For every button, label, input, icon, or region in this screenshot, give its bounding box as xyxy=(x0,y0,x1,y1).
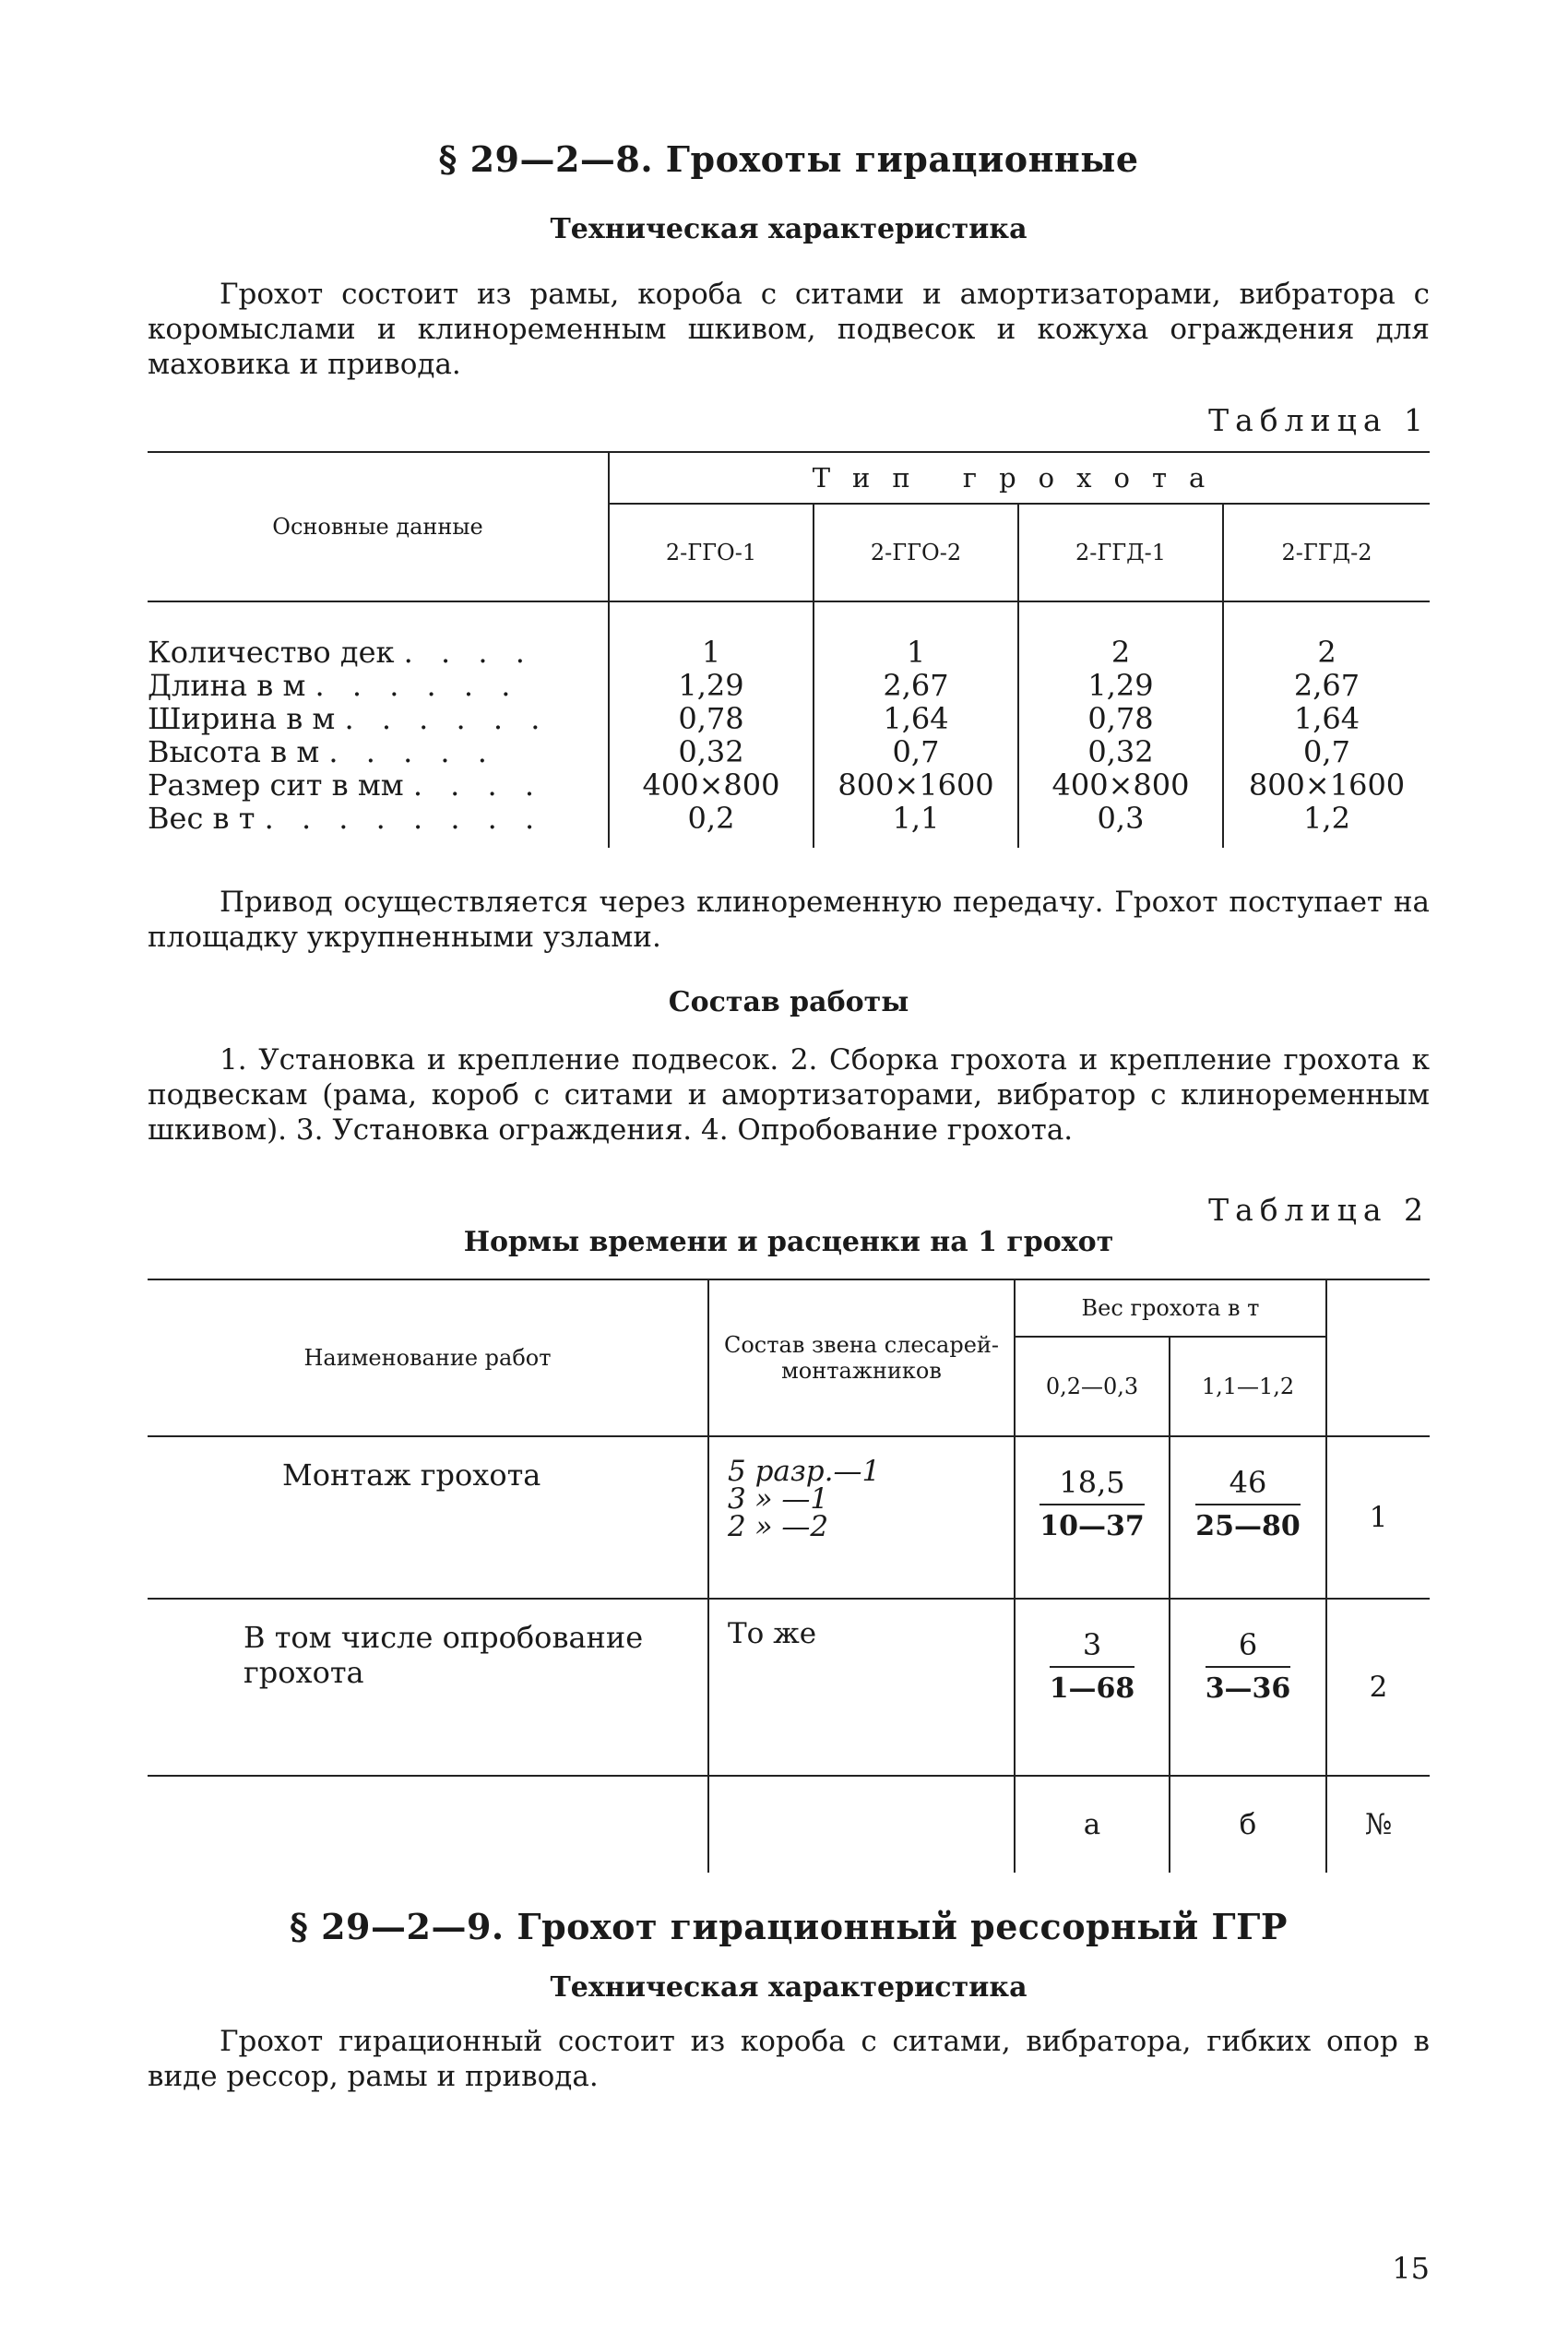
table-cell: 2 xyxy=(1018,636,1223,669)
table-cell: 0,7 xyxy=(1223,735,1430,768)
table-cell: 1,64 xyxy=(814,702,1018,735)
table2 xyxy=(148,1279,1430,1873)
table-cell: 1,2 xyxy=(1223,802,1430,835)
norm-rate: 1—68 xyxy=(1049,1672,1135,1705)
table-cell: 2 xyxy=(1223,636,1430,669)
table-row xyxy=(148,1436,1430,1599)
table2-title: Нормы времени и расценки на 1 грохот xyxy=(463,1226,1114,1258)
row-number: 2 xyxy=(1326,1599,1430,1776)
row-label: Количество дек xyxy=(148,635,395,670)
table-cell: 0,32 xyxy=(609,735,814,768)
norm-cell xyxy=(1015,1436,1170,1599)
row-label: Ширина в м xyxy=(148,701,336,736)
row-leader: . . . . . xyxy=(328,734,496,769)
table1-type-header: Тип грохота xyxy=(609,452,1430,504)
crew-cell xyxy=(708,1436,1015,1599)
table1-caption: Таблица 1 xyxy=(1208,402,1430,438)
norm-cell xyxy=(1015,1599,1170,1776)
table-row xyxy=(148,802,1430,835)
section2-title: § 29—2—9. Грохот гирационный рессорный ГГР xyxy=(290,1906,1288,1947)
table-cell: 0,2 xyxy=(609,802,814,835)
norm-cell xyxy=(1170,1436,1326,1599)
work-paragraph: 1. Установка и крепление подвесок. 2. Сборка грохота и крепление грохота к подвескам (рама, короб с ситами и амортизаторами, вибратор с клиноременным шкивом). 3. Установка ограждения. 4. Опробование грохота. xyxy=(148,1043,1430,1147)
table-row xyxy=(148,702,1430,735)
intro-paragraph: Грохот состоит из рамы, короба с ситами и амортизаторами, вибратора с коромыслами и клиноременным шкивом, подвесок и кожуха ограждения для маховика и привода. xyxy=(148,278,1430,381)
table1 xyxy=(148,451,1430,848)
table1-col-header: 2-ГГД-1 xyxy=(1018,504,1223,601)
table-row xyxy=(148,636,1430,669)
table-cell: 0,3 xyxy=(1018,802,1223,835)
row-number: 1 xyxy=(1326,1436,1430,1599)
table-cell: 2,67 xyxy=(1223,669,1430,702)
table-cell: 400×800 xyxy=(1018,768,1223,802)
table-cell: 800×1600 xyxy=(1223,768,1430,802)
table-cell: 1,29 xyxy=(1018,669,1223,702)
table-cell: 1,29 xyxy=(609,669,814,702)
table-row xyxy=(148,768,1430,802)
norm-time: 18,5 xyxy=(1039,1465,1145,1505)
footer-label: № xyxy=(1326,1776,1430,1873)
table-row xyxy=(148,669,1430,702)
page-number: 15 xyxy=(1392,2251,1430,2286)
row-leader: . . . . xyxy=(412,767,544,803)
table-cell: 800×1600 xyxy=(814,768,1018,802)
table-cell: 2,67 xyxy=(814,669,1018,702)
row-label: Вес в т xyxy=(148,801,255,836)
work-name: Монтаж грохота xyxy=(148,1436,708,1599)
footer-label: б xyxy=(1170,1776,1326,1873)
norm-rate: 10—37 xyxy=(1039,1510,1145,1542)
table-cell: 0,78 xyxy=(609,702,814,735)
table1-col-header: 2-ГГО-1 xyxy=(609,504,814,601)
table1-col-header: 2-ГГО-2 xyxy=(814,504,1018,601)
crew-line: 2 » —2 xyxy=(728,1510,829,1543)
norm-cell xyxy=(1170,1599,1326,1776)
norm-rate: 25—80 xyxy=(1195,1510,1301,1542)
table-cell: 1 xyxy=(609,636,814,669)
table-cell: 0,32 xyxy=(1018,735,1223,768)
table-row xyxy=(148,1599,1430,1776)
crew-line: То же xyxy=(728,1617,817,1650)
table-cell: 1,64 xyxy=(1223,702,1430,735)
row-label: Размер сит в мм xyxy=(148,767,404,803)
table2-weight-col: 1,1—1,2 xyxy=(1170,1337,1326,1436)
section-subtitle: Техническая характеристика xyxy=(550,213,1028,245)
table2-weight-header: Вес грохота в т xyxy=(1015,1279,1326,1337)
row-leader: . . . . . . xyxy=(344,701,550,736)
page xyxy=(148,138,1430,2094)
table2-work-header: Наименование работ xyxy=(148,1279,708,1436)
crew-line: 5 разр.—1 xyxy=(728,1455,881,1488)
row-leader: . . . . . . . . xyxy=(264,801,544,836)
crew-cell xyxy=(708,1599,1015,1776)
table-cell: 1 xyxy=(814,636,1018,669)
work-name: В том числе опробование грохота xyxy=(148,1599,708,1776)
table-cell: 400×800 xyxy=(609,768,814,802)
norm-time: 46 xyxy=(1195,1465,1301,1505)
section2-paragraph: Грохот гирационный состоит из короба с ситами, вибратора, гибких опор в виде рессор, рамы и привода. xyxy=(148,2025,1430,2093)
table-footer-row xyxy=(148,1776,1430,1873)
table-cell: 0,78 xyxy=(1018,702,1223,735)
table2-crew-header: Состав звена слесарей-монтажников xyxy=(708,1279,1015,1436)
section-title: § 29—2—8. Грохоты гирационные xyxy=(438,138,1139,180)
norm-time: 3 xyxy=(1050,1627,1135,1668)
row-leader: . . . . . . xyxy=(315,668,520,703)
norm-rate: 3—36 xyxy=(1205,1672,1291,1705)
row-leader: . . . . xyxy=(403,635,534,670)
drive-paragraph: Привод осуществляется через клиноременную передачу. Грохот поступает на площадку укрупненными узлами. xyxy=(148,886,1430,954)
table1-main-header: Основные данные xyxy=(148,452,609,601)
table1-col-header: 2-ГГД-2 xyxy=(1223,504,1430,601)
table2-weight-col: 0,2—0,3 xyxy=(1015,1337,1170,1436)
norm-time: 6 xyxy=(1206,1627,1291,1668)
row-label: Длина в м xyxy=(148,668,306,703)
table-cell: 1,1 xyxy=(814,802,1018,835)
table-cell: 0,7 xyxy=(814,735,1018,768)
row-label: Высота в м xyxy=(148,734,320,769)
footer-label: а xyxy=(1015,1776,1170,1873)
work-title: Состав работы xyxy=(668,986,909,1018)
crew-line: 3 » —1 xyxy=(728,1482,829,1516)
table-row xyxy=(148,735,1430,768)
table2-caption: Таблица 2 xyxy=(1208,1192,1430,1228)
section2-subtitle: Техническая характеристика xyxy=(550,1971,1028,2004)
